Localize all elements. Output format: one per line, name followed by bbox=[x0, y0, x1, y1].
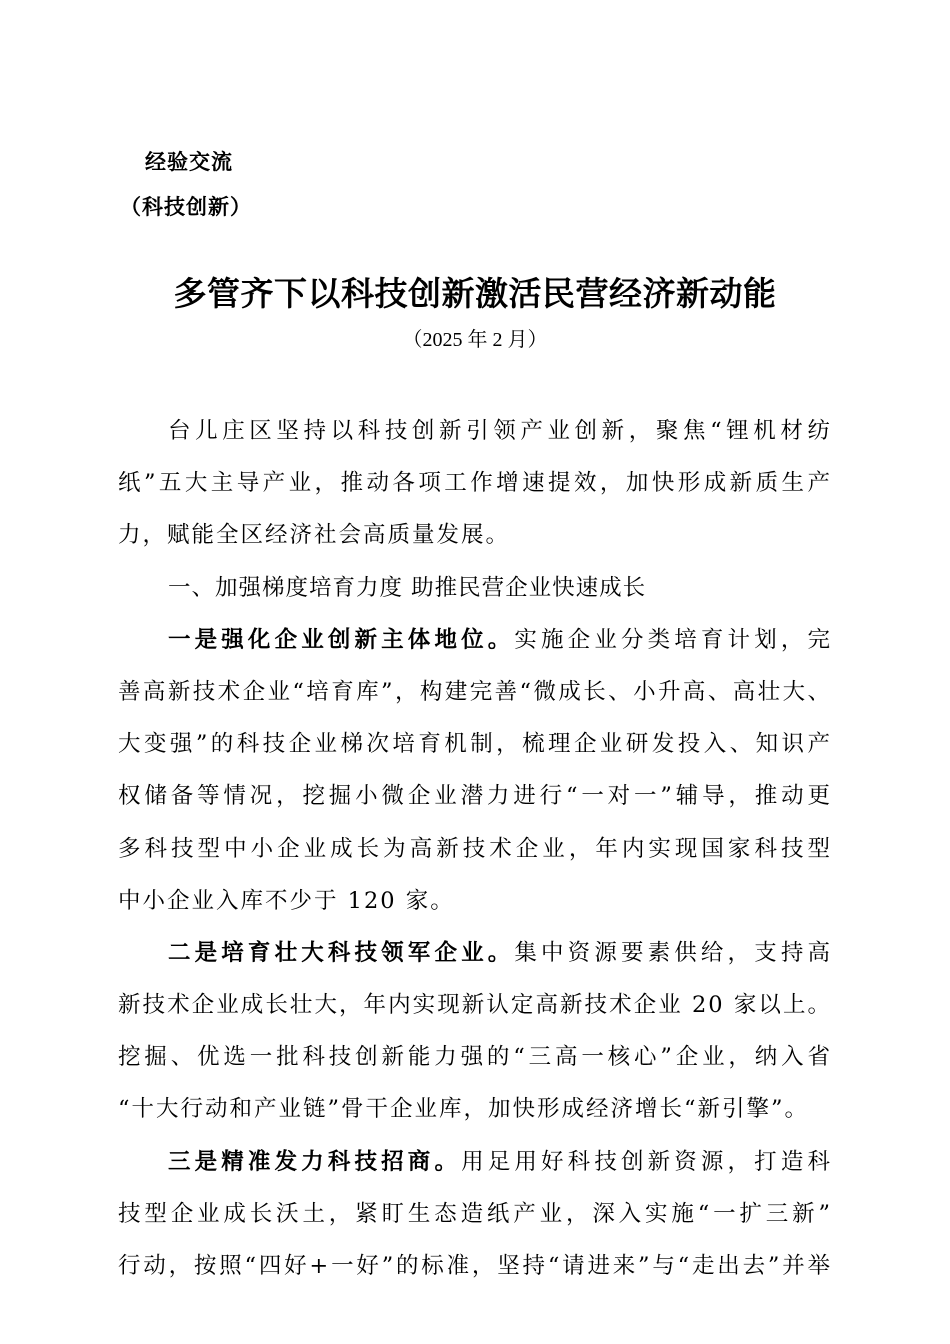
paragraph-2-first-line bbox=[118, 927, 832, 979]
paragraph-1-line: 善高新技术企业“培育库”，构建完善“微成长、小升高、高壮大、 bbox=[118, 678, 832, 705]
paragraph-1-line: 权储备等情况，挖掘小微企业潜力进行“一对一”辅导，推动更 bbox=[118, 783, 832, 810]
paragraph-1-text: 实施企业分类培育计划，完 bbox=[514, 626, 832, 653]
section-heading: 一、加强梯度培育力度 助推民营企业快速成长 bbox=[168, 574, 647, 601]
paragraph-2-text: 集中资源要素供给，支持高 bbox=[514, 939, 832, 966]
intro-line: 纸”五大主导产业，推动各项工作增速提效，加快形成新质生产 bbox=[118, 470, 832, 497]
paragraph-1-line: 大变强”的科技企业梯次培育机制，梳理企业研发投入、知识产 bbox=[118, 731, 832, 758]
paragraph-2-line: 新技术企业成长壮大，年内实现新认定高新技术企业 20 家以上。 bbox=[118, 992, 832, 1019]
intro-line: 台儿庄区坚持以科技创新引领产业创新，聚焦“锂机材纺 bbox=[168, 418, 832, 444]
document-title: 多管齐下以科技创新激活民营经济新动能 bbox=[173, 274, 777, 313]
paragraph-3-lead: 三是精准发力科技招商。 bbox=[168, 1148, 462, 1175]
paragraph-2-line: 挖掘、优选一批科技创新能力强的“三高一核心”企业，纳入省 bbox=[118, 1044, 832, 1071]
paragraph-1-lead: 一是强化企业创新主体地位。 bbox=[168, 626, 515, 653]
paragraph-3-line: 技型企业成长沃土，紧盯生态造纸产业，深入实施“一扩三新” bbox=[118, 1200, 832, 1227]
paragraph-2-lead: 二是培育壮大科技领军企业。 bbox=[168, 939, 515, 966]
paragraph-3-first-line bbox=[118, 1136, 832, 1188]
paragraph-2-line: “十大行动和产业链”骨干企业库，加快形成经济增长“新引擎”。 bbox=[118, 1096, 810, 1123]
document-tag: （科技创新） bbox=[120, 194, 252, 219]
document-body bbox=[118, 405, 832, 1292]
intro-line: 力，赋能全区经济社会高质量发展。 bbox=[118, 522, 511, 549]
paragraph-3-text: 用足用好科技创新资源，打造科 bbox=[461, 1148, 832, 1175]
paragraph-3-line: 行动，按照“四好+一好”的标准，坚持“请进来”与“走出去”并举 bbox=[118, 1253, 832, 1279]
document-date: （2025 年 2 月） bbox=[402, 329, 548, 351]
document-category: 经验交流 bbox=[145, 149, 233, 174]
paragraph-1-first-line bbox=[118, 614, 832, 666]
paragraph-1-line: 多科技型中小企业成长为高新技术企业，年内实现国家科技型 bbox=[118, 835, 832, 862]
paragraph-1-line: 中小企业入库不少于 120 家。 bbox=[118, 887, 455, 914]
